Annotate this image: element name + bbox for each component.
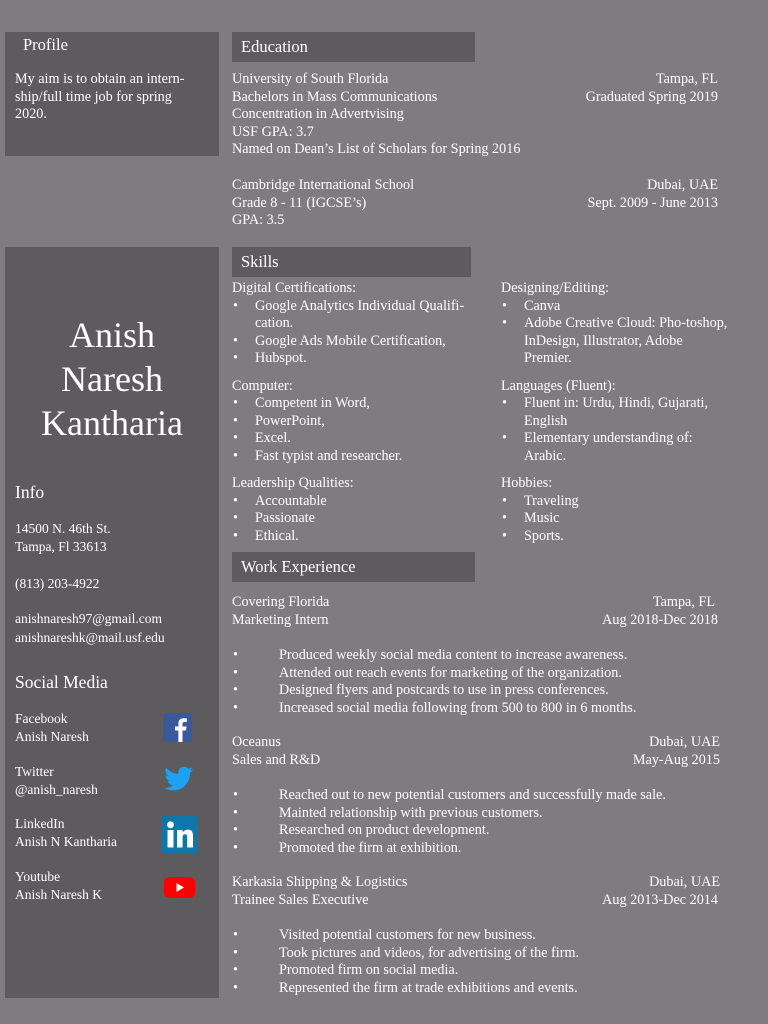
skill-item: • Adobe Creative Cloud: Pho-toshop, InDesign, Illustrator, Adobe Premier. (501, 315, 731, 368)
job-bullet: • Increased social media following from 500 to 800 in 6 months. (232, 700, 718, 718)
education-line (232, 71, 718, 89)
social-handle: Anish N Kantharia (15, 833, 117, 849)
education-line (232, 89, 718, 107)
social-handle: Anish Naresh (15, 728, 89, 744)
job-bullet: • Represented the firm at trade exhibitions and events. (232, 980, 720, 998)
social-youtube[interactable] (15, 868, 102, 903)
skill-item: • Accountable (232, 493, 484, 511)
email-link[interactable]: anishnaresh97@gmail.com (15, 610, 163, 626)
school-name: Cambridge International School (232, 177, 415, 193)
profile-text (15, 71, 184, 124)
profile-line: 2020. (15, 106, 47, 122)
job-bullet: • Produced weekly social media content to increase awareness. (232, 647, 718, 665)
facebook-icon[interactable] (163, 713, 192, 742)
skill-group-title: Computer: (232, 377, 293, 394)
skill-item: • PowerPoint, (232, 413, 484, 431)
name-line: Kantharia (41, 403, 183, 443)
education-line (232, 195, 718, 213)
skill-group (232, 280, 484, 368)
profile-heading: Profile (23, 35, 68, 54)
education-school (232, 71, 718, 159)
job-role: Sales and R&D (232, 751, 321, 768)
job-location: Tampa, FL (652, 594, 715, 610)
education-heading: Education (232, 32, 475, 62)
social-linkedin[interactable] (15, 815, 117, 850)
skill-item: • Traveling (501, 493, 731, 511)
skill-item: • Fast typist and researcher. (232, 448, 484, 466)
social-facebook[interactable] (15, 710, 89, 745)
job-company: Karkasia Shipping & Logistics (232, 874, 408, 890)
email-link[interactable]: anishnareshk@mail.usf.edu (15, 630, 165, 645)
social-platform: Facebook (15, 711, 68, 726)
job-header (232, 752, 720, 770)
gpa: USF GPA: 3.7 (232, 123, 314, 140)
education-line (232, 212, 718, 230)
gpa: GPA: 3.5 (232, 212, 285, 228)
skill-item: • Competent in Word, (232, 395, 484, 413)
job-dates: Aug 2018-Dec 2018 (602, 611, 718, 628)
skill-group (232, 475, 484, 545)
linkedin-icon[interactable] (161, 816, 198, 854)
social-handle: Anish Naresh K (15, 886, 102, 902)
education-line (232, 177, 718, 195)
social-twitter[interactable] (15, 763, 98, 798)
profile-line: My aim is to obtain an intern- (15, 71, 185, 87)
education-school (232, 177, 718, 230)
skill-item: • Sports. (501, 528, 731, 546)
social-heading: Social Media (15, 672, 108, 692)
skill-item: • Ethical. (232, 528, 484, 546)
skill-item: • Elementary understanding of: Arabic. (501, 430, 731, 465)
job-bullet: • Researched on product development. (232, 822, 720, 840)
skill-item: • Canva (501, 298, 731, 316)
job-company: Covering Florida (232, 594, 330, 610)
job-entry (232, 594, 718, 717)
skill-item: • Fluent in: Urdu, Hindi, Gujarati, English (501, 395, 731, 430)
twitter-icon[interactable] (163, 766, 194, 793)
work-heading: Work Experience (232, 552, 475, 582)
job-location: Dubai, UAE (649, 874, 720, 890)
job-bullet: • Visited potential customers for new business. (232, 927, 720, 945)
social-platform: Youtube (15, 869, 61, 884)
concentration: Concentration in Advertvising (232, 106, 404, 122)
candidate-name (5, 313, 219, 445)
skill-item: • Google Ads Mobile Certification, (232, 333, 484, 351)
skill-group-title: Designing/Editing: (501, 280, 609, 296)
job-header (232, 612, 718, 630)
skill-group (501, 280, 731, 368)
skill-group (232, 378, 484, 466)
skill-item: • Passionate (232, 510, 484, 528)
job-bullet: • Promoted the firm at exhibition. (232, 840, 720, 858)
skill-group-title: Languages (Fluent): (501, 377, 616, 394)
social-handle: @anish_naresh (15, 781, 98, 797)
skill-item: • Music (501, 510, 731, 528)
skill-item: • Excel. (232, 430, 484, 448)
school-name: University of South Florida (232, 71, 389, 87)
skill-group-title: Digital Certifications: (232, 280, 357, 296)
job-header (232, 594, 718, 612)
skills-left-column (232, 280, 484, 545)
job-role: Trainee Sales Executive (232, 891, 369, 908)
job-dates: Aug 2013-Dec 2014 (602, 891, 718, 908)
skill-group-title: Hobbies: (501, 475, 553, 491)
job-bullet: • Reached out to new potential customers and successfully made sale. (232, 787, 720, 805)
skill-item: • Google Analytics Individual Qualifi-cation. (232, 298, 484, 333)
address-line: 14500 N. 46th St. (15, 521, 111, 536)
skills-heading: Skills (232, 247, 471, 277)
job-entry (232, 734, 720, 857)
degree: Bachelors in Mass Communications (232, 88, 438, 105)
info-heading: Info (15, 482, 45, 502)
school-location: Tampa, FL (655, 71, 718, 87)
name-line: Anish (68, 315, 155, 355)
profile-panel (5, 32, 219, 156)
job-company: Oceanus (232, 734, 281, 750)
education-line (232, 141, 718, 159)
job-header (232, 734, 720, 752)
education-line (232, 106, 718, 124)
job-bullet: • Designed flyers and postcards to use in press conferences. (232, 682, 718, 700)
job-location: Dubai, UAE (649, 734, 720, 750)
info-block (15, 520, 165, 647)
profile-line: ship/full time job for spring (15, 88, 172, 105)
skill-item: • Hubspot. (232, 350, 484, 368)
youtube-icon[interactable] (164, 877, 195, 898)
grade: Grade 8 - 11 (IGCSE’s) (232, 194, 367, 211)
attendance-dates: Sept. 2009 - June 2013 (587, 194, 718, 211)
job-bullet: • Mainted relationship with previous customers. (232, 805, 720, 823)
skills-right-column (501, 280, 731, 545)
honors: Named on Dean’s List of Scholars for Spring 2016 (232, 141, 521, 157)
school-location: Dubai, UAE (647, 177, 718, 193)
job-bullet: • Took pictures and videos, for advertising of the firm. (232, 945, 720, 963)
skill-group-title: Leadership Qualities: (232, 475, 354, 491)
name-line: Naresh (61, 359, 163, 399)
job-header (232, 874, 720, 892)
job-header (232, 892, 720, 910)
skill-group (501, 378, 731, 466)
social-platform: LinkedIn (15, 816, 65, 831)
skill-group (501, 475, 731, 545)
graduation-date: Graduated Spring 2019 (585, 88, 718, 105)
job-role: Marketing Intern (232, 611, 329, 628)
job-dates: May-Aug 2015 (632, 751, 720, 768)
phone-number: (813) 203-4922 (15, 576, 100, 591)
job-bullet: • Promoted firm on social media. (232, 962, 720, 980)
job-bullet: • Attended out reach events for marketing of the organization. (232, 665, 718, 683)
education-line (232, 124, 718, 142)
job-entry (232, 874, 720, 997)
address-line: Tampa, Fl 33613 (15, 538, 107, 554)
social-platform: Twitter (15, 764, 54, 779)
